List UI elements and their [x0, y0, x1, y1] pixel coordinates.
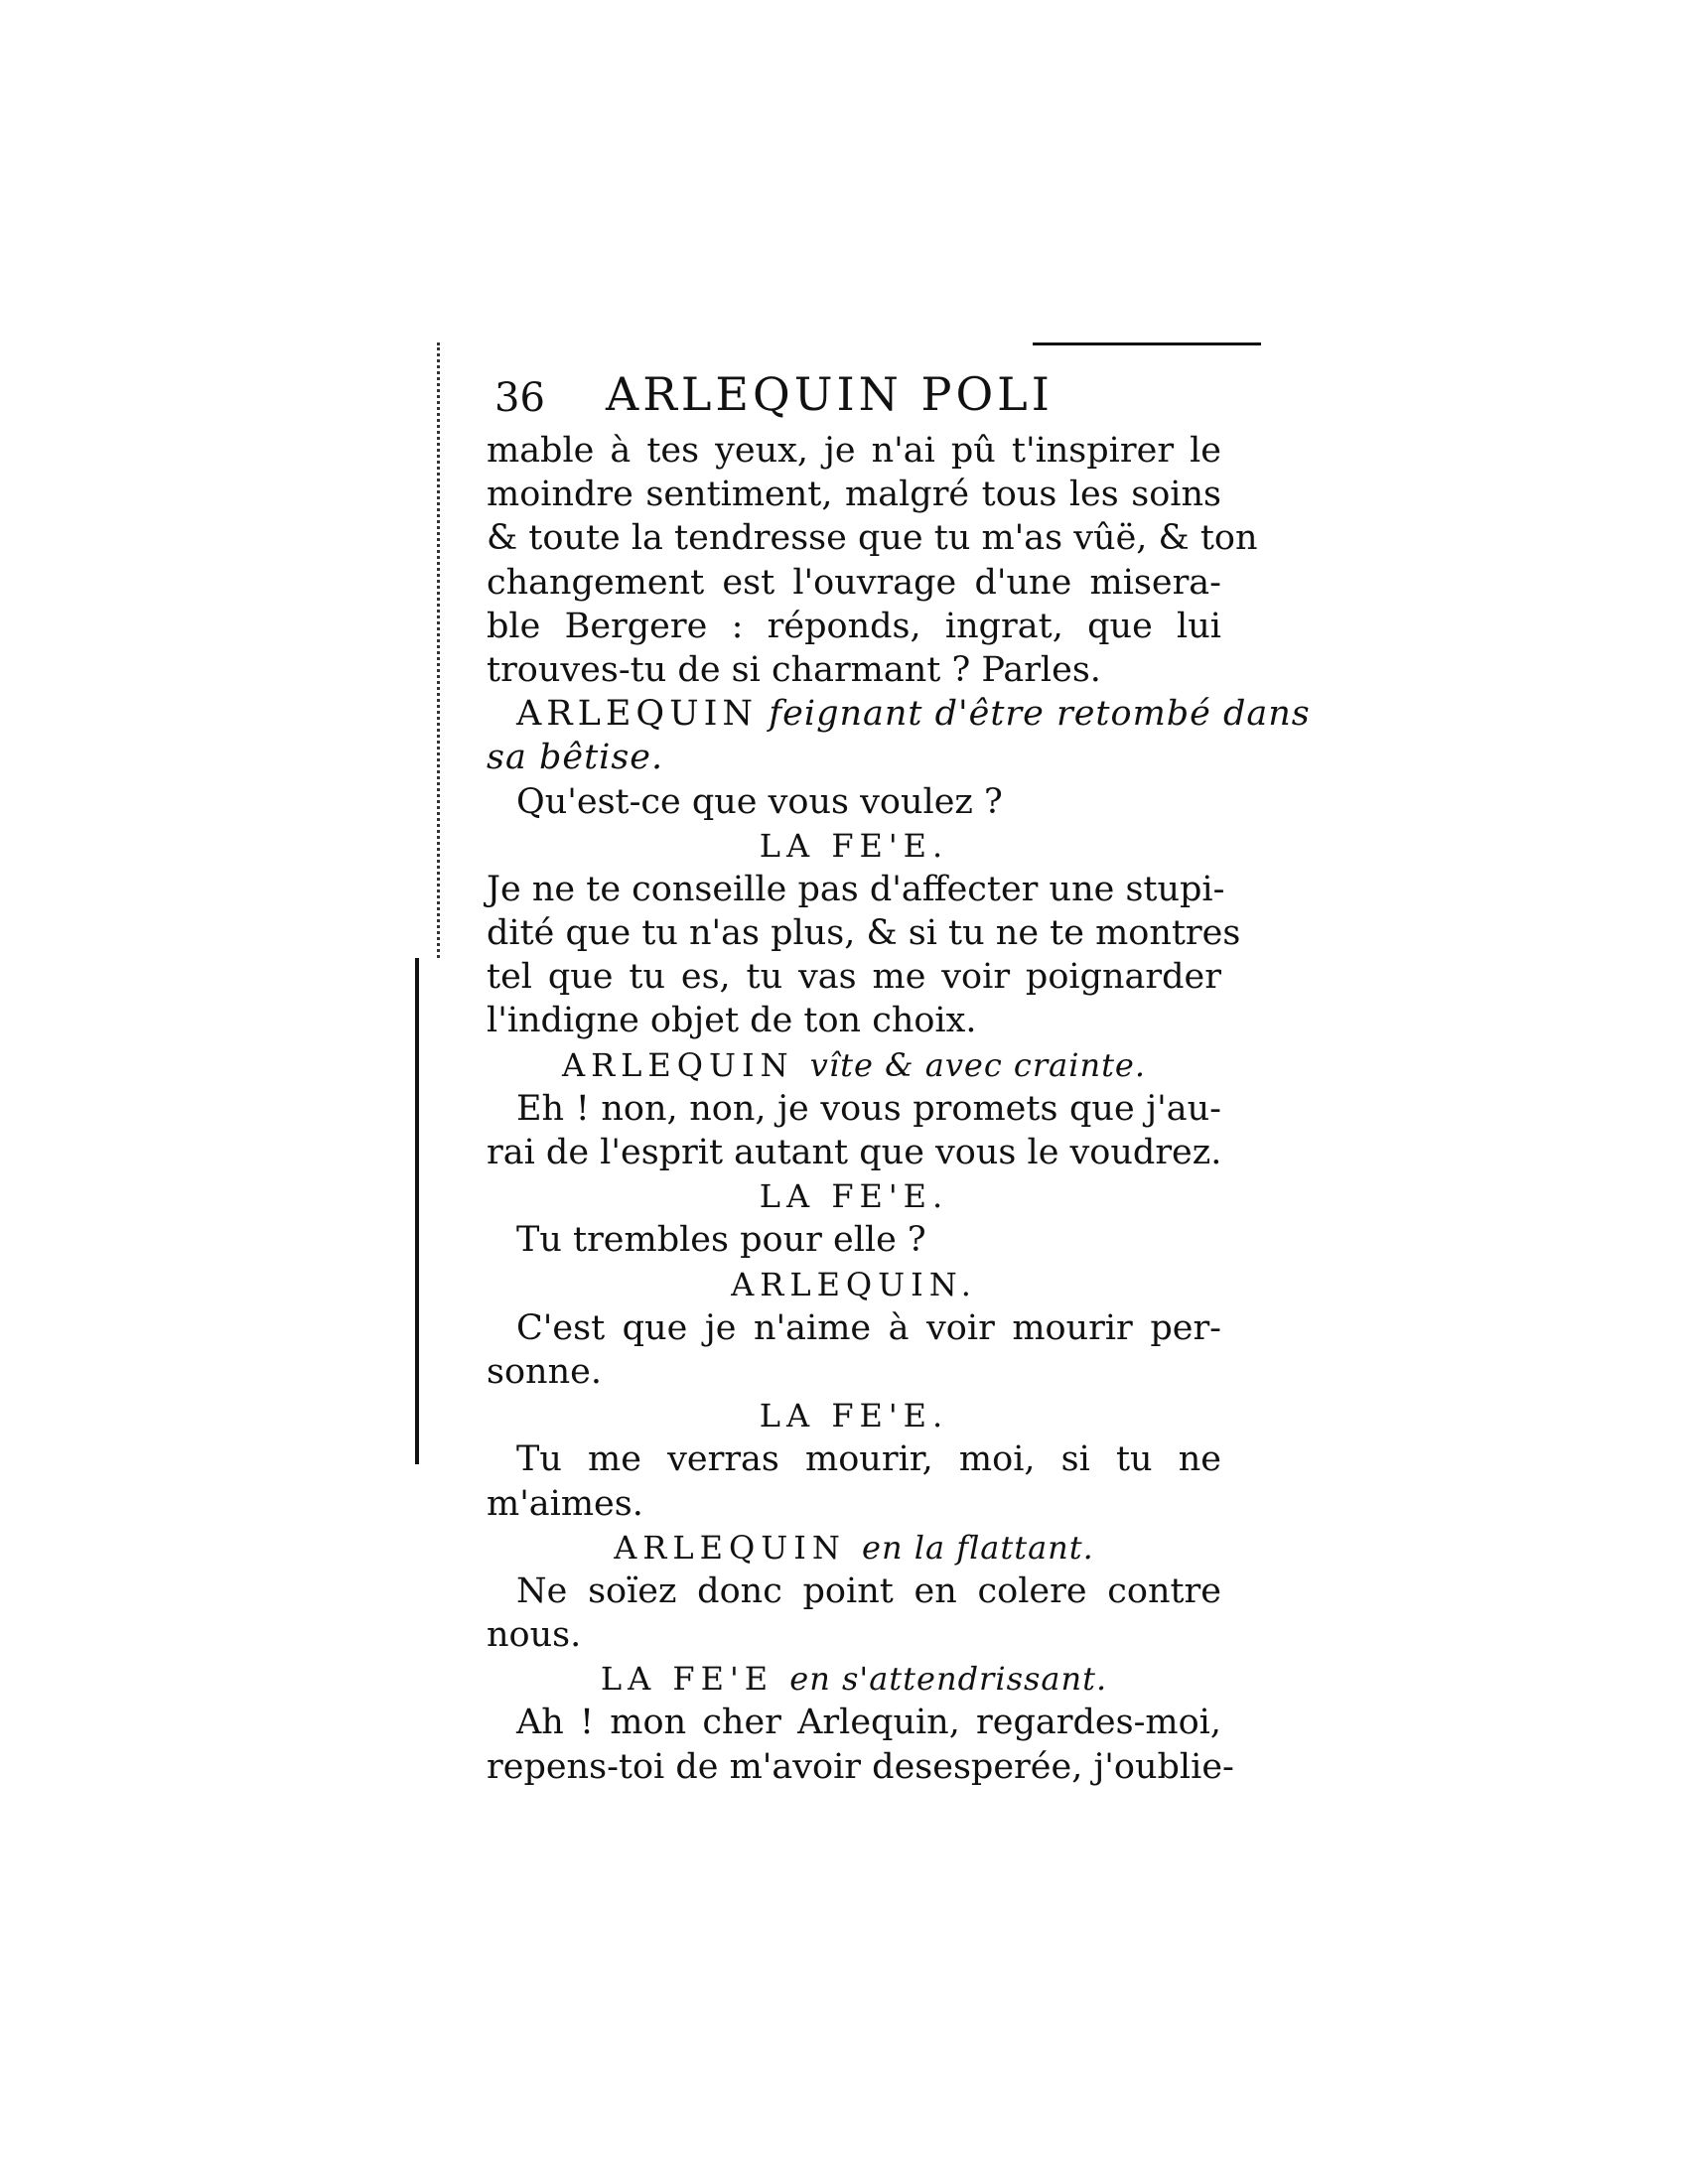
text-line: moindre sentiment, malgré tous les soins — [487, 475, 1221, 515]
dialogue-line: Qu'est-ce que vous voulez ? — [516, 781, 1003, 822]
dialogue-line: Tu me verras mourir, moi, si tu ne — [516, 1439, 1221, 1480]
dialogue-line: dité que tu n'as plus, & si tu ne te montres — [487, 913, 1241, 954]
page-number: 36 — [494, 375, 545, 421]
stage-direction: vîte & avec crainte. — [809, 1045, 1147, 1084]
speaker-name: ARLEQUIN — [614, 1528, 846, 1567]
speaker-heading: LA FE'E. — [759, 1397, 949, 1435]
dialogue-line: l'indigne objet de ton choix. — [487, 1001, 977, 1041]
speaker-heading: ARLEQUIN. — [731, 1265, 977, 1303]
text-line: changement est l'ouvrage d'une misera- — [487, 562, 1221, 603]
text-line: ble Bergere : réponds, ingrat, que lui — [487, 606, 1221, 646]
stage-direction-line — [487, 736, 1221, 779]
page-header — [487, 367, 1221, 429]
stage-direction: en s'attendrissant. — [789, 1660, 1108, 1699]
speaker-heading: LA FE'E. — [759, 1177, 949, 1216]
dialogue-line: repens-toi de m'avoir desesperée, j'oublie- — [487, 1746, 1234, 1787]
dialogue-line: m'aimes. — [487, 1483, 643, 1524]
gutter-binding-line — [415, 958, 419, 1464]
dialogue-line: Eh ! non, non, je vous promets que j'au- — [516, 1088, 1221, 1129]
dialogue-line: Tu trembles pour elle ? — [516, 1220, 926, 1261]
text-line: trouves-tu de si charmant ? Parles. — [487, 649, 1101, 690]
stage-direction-line — [487, 692, 1311, 736]
text-block — [487, 367, 1311, 1789]
speaker-heading-with-direction — [487, 1657, 1221, 1701]
dialogue-line: C'est que je n'aime à voir mourir per- — [516, 1307, 1221, 1348]
gutter-margin-marks — [437, 342, 440, 958]
dialogue-line: tel que tu es, tu vas me voir poignarder — [487, 957, 1221, 998]
speaker-heading-with-direction — [487, 1043, 1221, 1087]
dialogue-line: Ah ! mon cher Arlequin, regardes-moi, — [516, 1703, 1221, 1743]
dialogue-line: Je ne te conseille pas d'affecter une stupi- — [487, 869, 1225, 909]
speaker-name: ARLEQUIN — [516, 694, 759, 735]
dialogue-line: Ne soïez donc point en colere contre — [516, 1570, 1221, 1611]
stage-direction: feignant d'être retombé dans — [769, 694, 1311, 735]
dialogue-line: nous. — [487, 1615, 582, 1656]
stage-direction: sa bêtise. — [487, 738, 664, 778]
dialogue-line: rai de l'esprit autant que vous le voudrez. — [487, 1133, 1222, 1172]
speaker-heading: LA FE'E. — [759, 826, 949, 865]
dialogue-line: sonne. — [487, 1351, 602, 1392]
stage-direction: en la flattant. — [862, 1528, 1094, 1567]
text-line: mable à tes yeux, je n'ai pû t'inspirer le — [487, 431, 1221, 471]
running-title: ARLEQUIN POLI — [606, 367, 1054, 421]
text-line: & toute la tendresse que tu m'as vûë, & ton — [487, 518, 1258, 559]
speaker-heading-with-direction — [487, 1526, 1221, 1570]
top-rule — [1033, 342, 1261, 345]
speaker-name: ARLEQUIN — [561, 1045, 794, 1084]
speaker-name: LA FE'E — [600, 1660, 774, 1699]
